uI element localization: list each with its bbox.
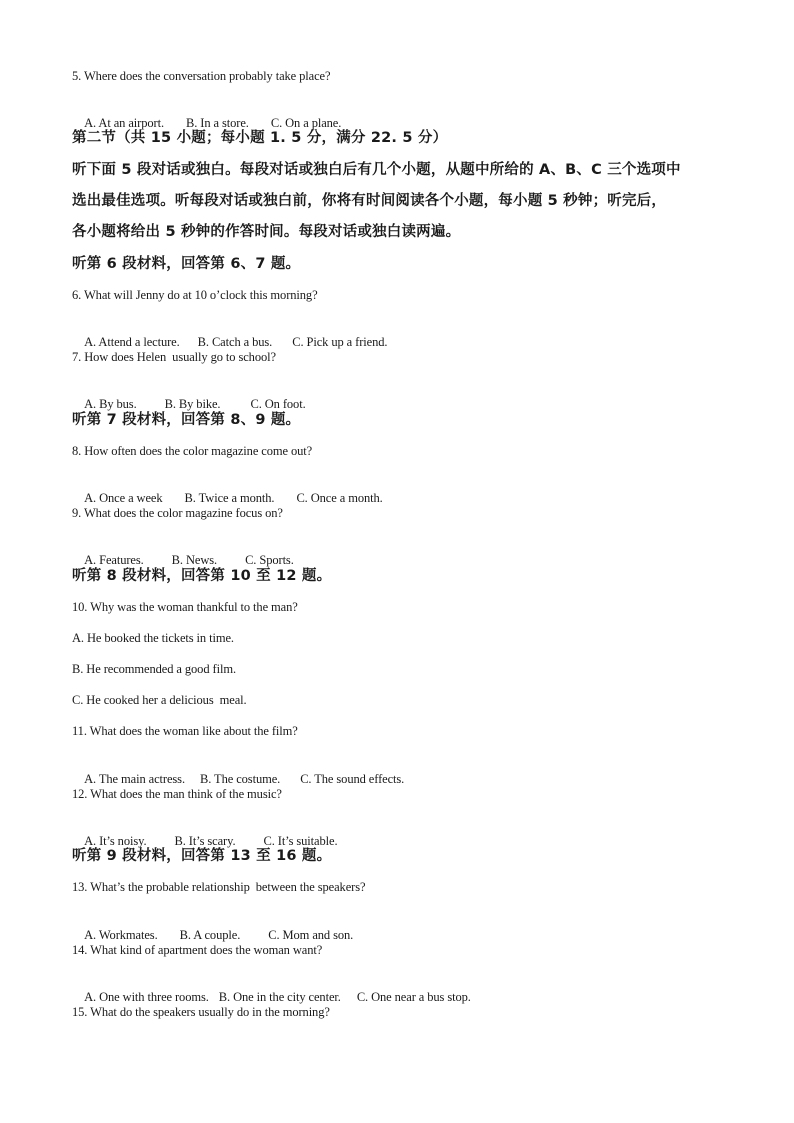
option-a: A. It’s noisy. xyxy=(84,834,147,848)
option-10-a: A. He booked the tickets in time. xyxy=(72,631,234,645)
question-11: 11. What does the woman like about the film? xyxy=(72,724,298,738)
question-9: 9. What does the color magazine focus on? xyxy=(72,506,283,520)
question-7: 7. How does Helen usually go to school? xyxy=(72,350,276,364)
option-10-b: B. He recommended a good film. xyxy=(72,662,236,676)
section-title: 第二节（共 15 小题；每小题 1. 5 分，满分 22. 5 分） xyxy=(72,130,448,146)
material-7-heading: 听第 7 段材料，回答第 8、9 题。 xyxy=(72,412,301,428)
option-10-c: C. He cooked her a delicious meal. xyxy=(72,693,247,707)
material-9-heading: 听第 9 段材料，回答第 13 至 16 题。 xyxy=(72,848,332,864)
option-c: C. Once a month. xyxy=(296,491,383,505)
option-a: A. Workmates. xyxy=(84,928,158,942)
instructions-line-2: 选出最佳选项。听每段对话或独白前，你将有时间阅读各个小题，每小题 5 秒钟；听完后， xyxy=(72,193,667,209)
instructions-line-3: 各小题将给出 5 秒钟的作答时间。每段对话或独白读两遍。 xyxy=(72,224,461,240)
question-13: 13. What’s the probable relationship between the speakers? xyxy=(72,880,366,894)
option-c: C. Sports. xyxy=(245,553,294,567)
option-c: C. Pick up a friend. xyxy=(292,335,388,349)
option-b: B. Twice a month. xyxy=(184,491,275,505)
option-b: B. One in the city center. xyxy=(218,990,341,1004)
option-c: C. On a plane. xyxy=(270,116,342,130)
option-a: A. Attend a lecture. xyxy=(84,335,180,349)
option-c: C. On foot. xyxy=(250,397,306,411)
option-a: A. One with three rooms. xyxy=(84,990,209,1004)
option-b: B. News. xyxy=(171,553,218,567)
material-6-heading: 听第 6 段材料，回答第 6、7 题。 xyxy=(72,256,301,272)
option-a: A. The main actress. xyxy=(84,772,185,786)
option-b: B. By bike. xyxy=(164,397,221,411)
option-b: B. A couple. xyxy=(179,928,241,942)
question-12: 12. What does the man think of the music? xyxy=(72,787,282,801)
material-8-heading: 听第 8 段材料，回答第 10 至 12 题。 xyxy=(72,568,332,584)
option-b: B. In a store. xyxy=(186,116,249,130)
question-15: 15. What do the speakers usually do in the morning? xyxy=(72,1005,330,1019)
question-6: 6. What will Jenny do at 10 o’clock this morning? xyxy=(72,288,318,302)
option-a: A. Once a week xyxy=(84,491,163,505)
option-b: B. The costume. xyxy=(199,772,281,786)
option-c: C. It’s suitable. xyxy=(263,834,338,848)
option-c: C. Mom and son. xyxy=(268,928,354,942)
option-a: A. Features. xyxy=(84,553,144,567)
option-c: C. One near a bus stop. xyxy=(356,990,471,1004)
option-c: C. The sound effects. xyxy=(300,772,405,786)
question-5: 5. Where does the conversation probably take place? xyxy=(72,69,331,83)
instructions-line-1: 听下面 5 段对话或独白。每段对话或独白后有几个小题，从题中所给的 A、B、C 三个选项中 xyxy=(72,162,681,178)
option-b: B. Catch a bus. xyxy=(197,335,273,349)
question-14: 14. What kind of apartment does the woman want? xyxy=(72,943,323,957)
question-8: 8. How often does the color magazine come out? xyxy=(72,444,313,458)
option-a: A. By bus. xyxy=(84,397,137,411)
option-a: A. At an airport. xyxy=(84,116,164,130)
question-10: 10. Why was the woman thankful to the man? xyxy=(72,600,298,614)
option-b: B. It’s scary. xyxy=(174,834,236,848)
